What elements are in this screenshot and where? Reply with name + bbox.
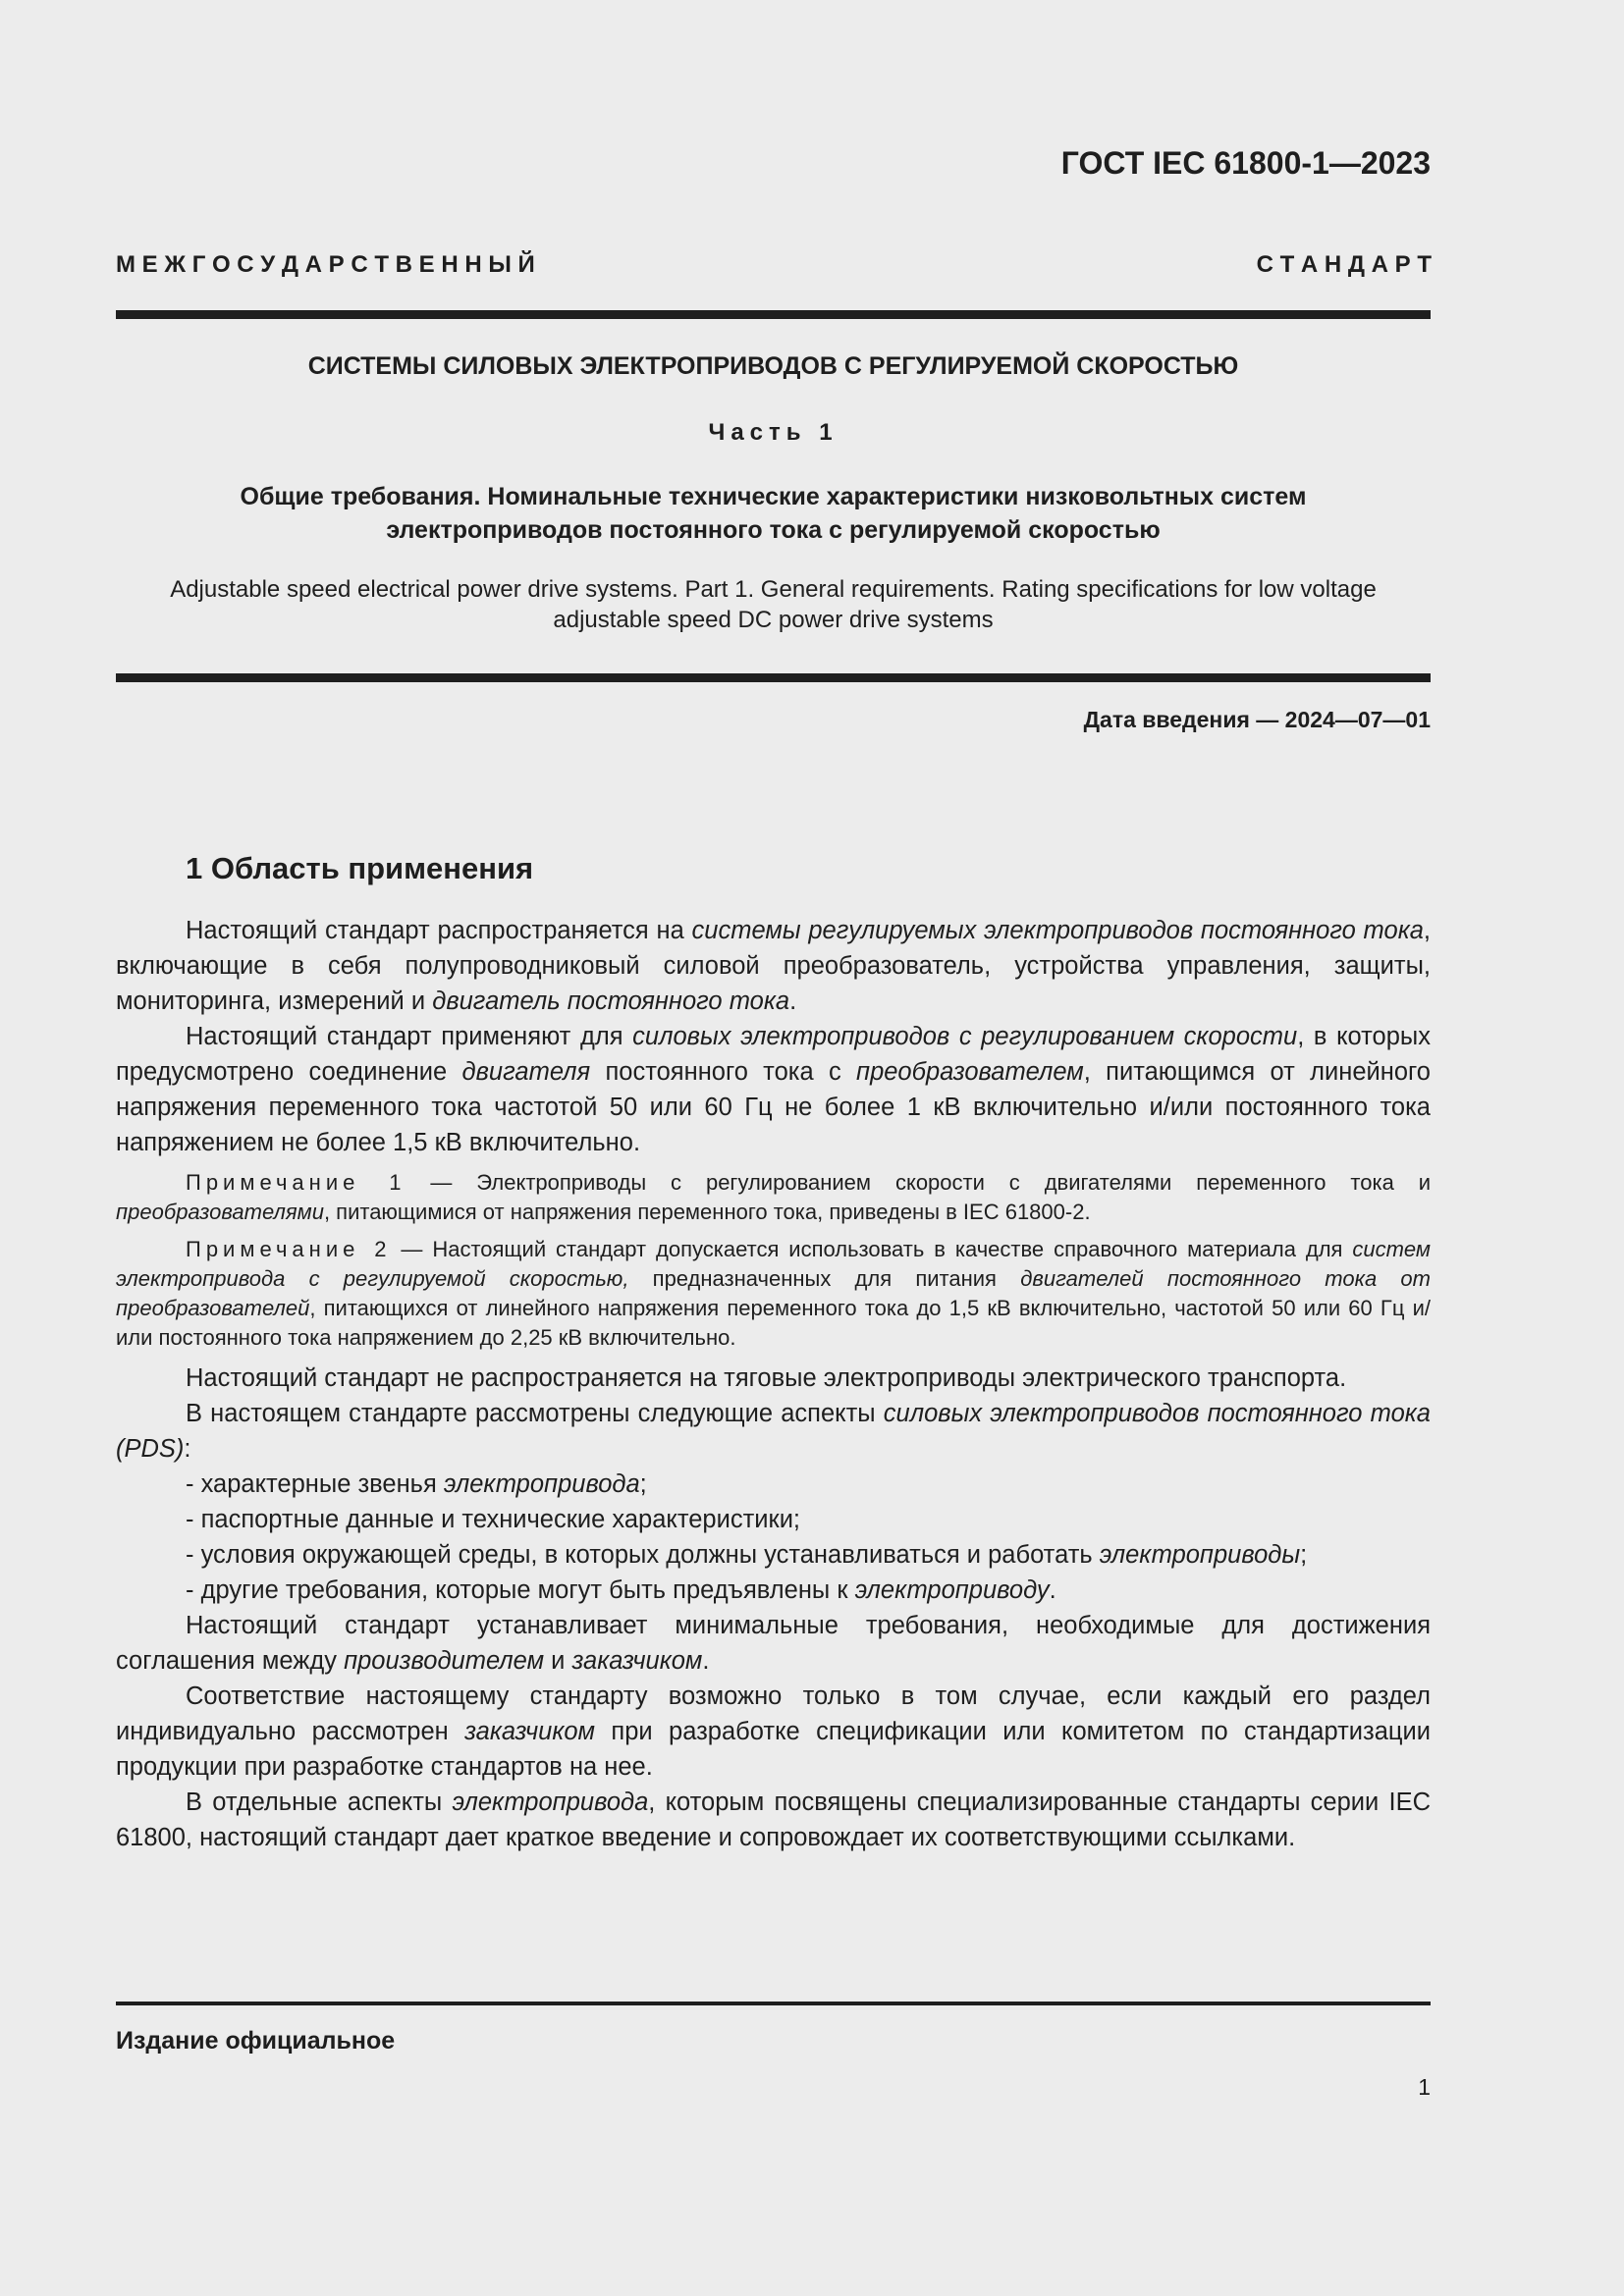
note-1: Примечание 1 — Электроприводы с регулированием скорости с двигателями переменного тока и преобразователями, питающимися от напряжения переменного тока, приведены в IEC 61800-2.: [116, 1170, 1432, 1224]
top-rule: [116, 310, 1431, 319]
list-item: - другие требования, которые могут быть предъявлены к электроприводу.: [186, 1576, 1056, 1604]
subtitle-line: электроприводов постоянного тока с регулируемой скоростью: [386, 516, 1161, 544]
document-number: ГОСТ IEC 61800-1—2023: [1060, 145, 1431, 181]
section-body: [116, 913, 1431, 1855]
english-title-line: adjustable speed DC power drive systems: [553, 607, 994, 633]
list-item: - характерные звенья электропривода;: [186, 1470, 647, 1498]
footer-rule: [116, 2002, 1431, 2005]
english-title: [116, 574, 1431, 635]
page-number: 1: [1418, 2074, 1431, 2100]
document-title: СИСТЕМЫ СИЛОВЫХ ЭЛЕКТРОПРИВОДОВ С РЕГУЛИРУЕМОЙ СКОРОСТЬЮ: [307, 352, 1239, 380]
paragraph: Настоящий стандарт применяют для силовых электроприводов с регулированием скорости, в которых предусмотрено соединение двигателя постоянного тока с преобразователем, питающимся от линейного напряжения переменного тока частотой 50 или 60 Гц не более 1 кВ включительно и/или постоянного тока напряжением не более 1,5 кВ включительно.: [116, 1023, 1431, 1156]
document-subtitle: [116, 480, 1431, 547]
standard-word: С Т А Н Д А Р Т: [1256, 251, 1432, 278]
part-label: Часть 1: [708, 419, 839, 446]
subtitle-line: Общие требования. Номинальные технические характеристики низковольтных систем: [240, 483, 1307, 510]
paragraph: В настоящем стандарте рассмотрены следующие аспекты силовых электроприводов постоянного тока (PDS):: [116, 1400, 1431, 1463]
note-2: Примечание 2 — Настоящий стандарт допускается использовать в качестве справочного материала для систем электропривода с регулируемой скоростью, предназначенных для питания двигателей постоянного тока от преобразователей, питающихся от линейного напряжения переменного тока до 1,5 кВ включительно, частотой 50 или 60 Гц и/или постоянного тока напряжением до 2,25 кВ включительно.: [116, 1237, 1432, 1350]
paragraph: Настоящий стандарт устанавливает минимальные требования, необходимые для достижения соглашения между производителем и заказчиком.: [116, 1612, 1431, 1675]
paragraph: Настоящий стандарт не распространяется на тяговые электроприводы электрического транспорта.: [186, 1364, 1347, 1392]
paragraph: Настоящий стандарт распространяется на системы регулируемых электроприводов постоянного тока, включающие в себя полупроводниковый силовой преобразователь, устройства управления, защиты, мониторинга, измерений и двигатель постоянного тока.: [116, 917, 1432, 1015]
title-bottom-rule: [116, 673, 1431, 682]
introduction-date: Дата введения — 2024—07—01: [1083, 707, 1431, 732]
interstate-word: М Е Ж Г О С У Д А Р С Т В Е Н Н Ы Й: [116, 251, 535, 278]
english-title-line: Adjustable speed electrical power drive systems. Part 1. General requirements. Rating specifications for low voltage: [170, 576, 1377, 603]
paragraph: В отдельные аспекты электропривода, которым посвящены специализированные стандарты серии IEC 61800, настоящий стандарт дает краткое введение и сопровождает их соответствующими ссылками.: [116, 1789, 1432, 1851]
list-item: - паспортные данные и технические характеристики;: [186, 1506, 801, 1533]
list-item: - условия окружающей среды, в которых должны устанавливаться и работать электроприводы;: [186, 1541, 1308, 1569]
paragraph: Соответствие настоящему стандарту возможно только в том случае, если каждый его раздел индивидуально рассмотрен заказчиком при разработке спецификации или комитетом по стандартизации продукции при разработке стандартов на нее.: [116, 1682, 1431, 1781]
official-edition-label: Издание официальное: [116, 2027, 396, 2055]
interstate-standard-label: [116, 251, 1432, 279]
section-heading: 1 Область применения: [186, 851, 534, 885]
